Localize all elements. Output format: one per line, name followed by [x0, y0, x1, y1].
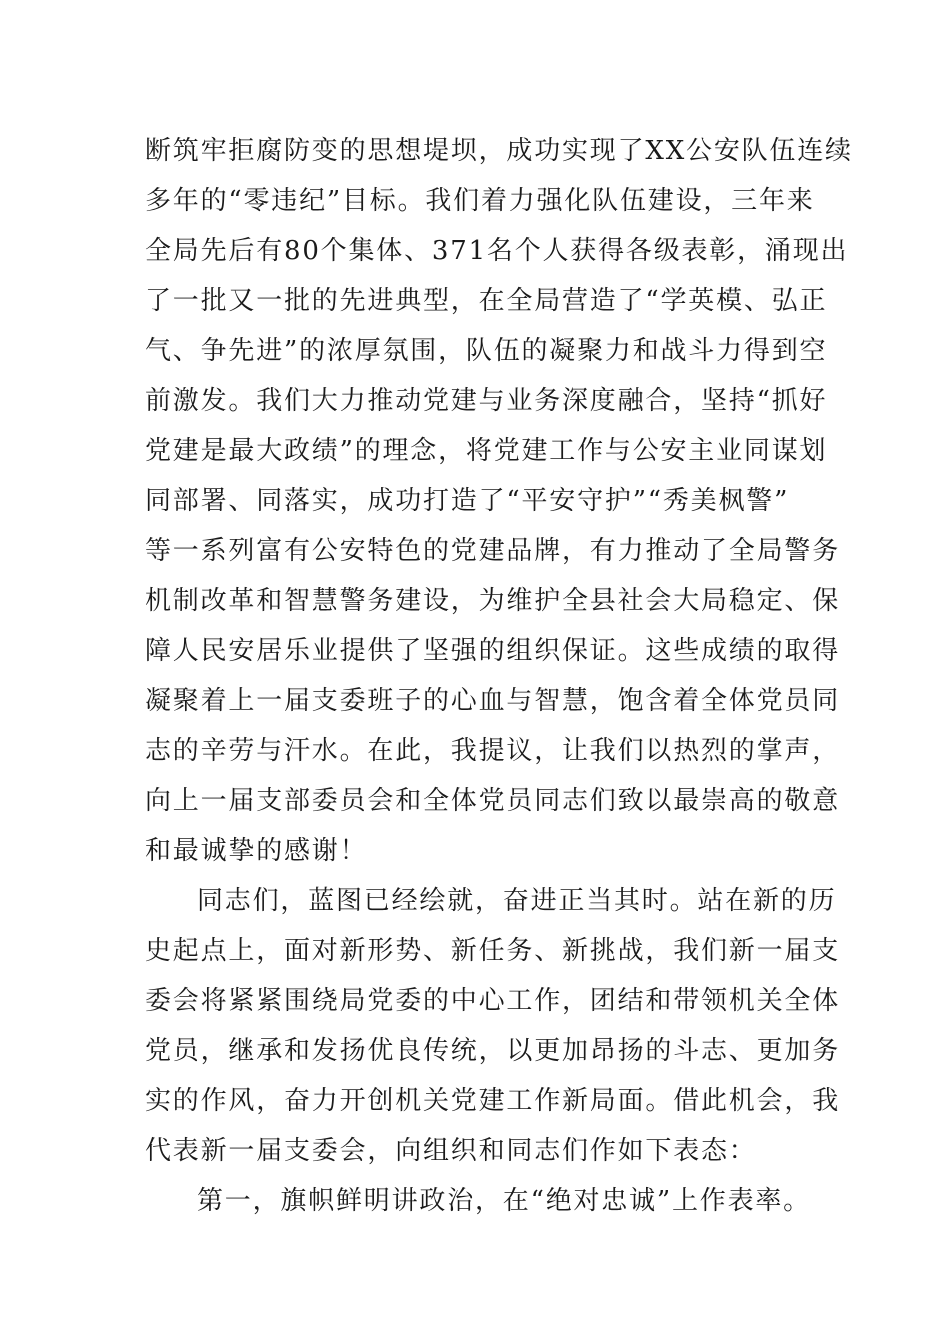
text-line: 代表新一届支委会，向组织和同志们作如下表态： [145, 1136, 757, 1166]
text-line: 多年的“零违纪”目标。我们着力强化队伍建设，三年来 [145, 186, 815, 216]
text-line: 了一批又一批的先进典型，在全局营造了“学英模、弘正 [145, 286, 828, 316]
text-line: 凝聚着上一届支委班子的心血与智慧，饱含着全体党员同 [145, 686, 841, 716]
text-line: 等一系列富有公安特色的党建品牌，有力推动了全局警务 [145, 536, 841, 566]
text-line: 实的作风，奋力开创机关党建工作新局面。借此机会，我 [145, 1086, 841, 1116]
paragraph-first-line: 同志们，蓝图已经绘就，奋进正当其时。站在新的历 [197, 886, 837, 916]
text-line: 史起点上，面对新形势、新任务、新挑战，我们新一届支 [145, 936, 841, 966]
text-line: 志的辛劳与汗水。在此，我提议，让我们以热烈的掌声， [145, 736, 841, 766]
text-line: 和最诚挚的感谢！ [145, 836, 368, 866]
text-line: 断筑牢拒腐防变的思想堤坝，成功实现了XX公安队伍连续 [145, 136, 853, 166]
text-line: 向上一届支部委员会和全体党员同志们致以最崇高的敬意 [145, 786, 841, 816]
text-line: 前激发。我们大力推动党建与业务深度融合，坚持“抓好 [145, 386, 828, 416]
paragraph-first-line: 第一，旗帜鲜明讲政治，在“绝对忠诚”上作表率。 [197, 1186, 811, 1216]
text-line: 同部署、同落实，成功打造了“平安守护”“秀美枫警” [145, 486, 790, 516]
text-line: 党员，继承和发扬优良传统，以更加昂扬的斗志、更加务 [145, 1036, 841, 1066]
text-line: 委会将紧紧围绕局党委的中心工作，团结和带领机关全体 [145, 986, 841, 1016]
text-line: 气、争先进”的浓厚氛围，队伍的凝聚力和战斗力得到空 [145, 336, 828, 366]
text-line: 障人民安居乐业提供了坚强的组织保证。这些成绩的取得 [145, 636, 841, 666]
text-line: 党建是最大政绩”的理念，将党建工作与公安主业同谋划 [145, 436, 828, 466]
text-line: 全局先后有80个集体、371名个人获得各级表彰，涌现出 [145, 236, 849, 266]
text-line: 机制改革和智慧警务建设，为维护全县社会大局稳定、保 [145, 586, 841, 616]
